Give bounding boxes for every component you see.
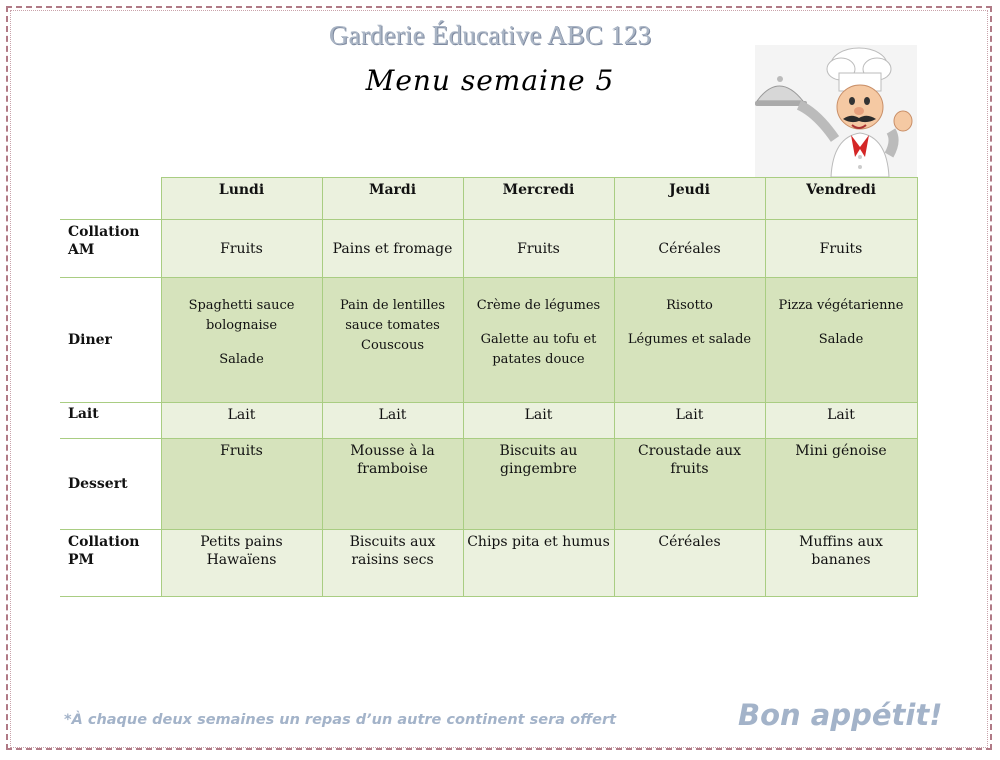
menu-item: Pizza végétarienne bbox=[778, 298, 904, 313]
day-header-mardi: Mardi bbox=[322, 178, 463, 220]
menu-item: Fruits bbox=[220, 443, 263, 459]
row-label: Collation bbox=[68, 224, 140, 240]
table-row bbox=[60, 530, 917, 597]
table-cell bbox=[161, 439, 322, 530]
menu-item: gingembre bbox=[500, 461, 577, 477]
menu-item: sauce tomates bbox=[345, 318, 440, 333]
menu-item: Lait bbox=[524, 407, 553, 423]
menu-item: Salade bbox=[219, 352, 264, 367]
menu-item: Salade bbox=[818, 332, 864, 347]
menu-item: Fruits bbox=[220, 240, 263, 257]
table-cell bbox=[614, 439, 765, 530]
table-row bbox=[60, 403, 917, 439]
table-cell bbox=[161, 403, 322, 439]
table-cell bbox=[765, 220, 917, 278]
menu-item: framboise bbox=[357, 461, 428, 477]
day-header-jeudi: Jeudi bbox=[614, 178, 765, 220]
table-cell bbox=[161, 530, 322, 597]
menu-item: Céréales bbox=[658, 534, 721, 550]
menu-item: Hawaïens bbox=[206, 552, 277, 568]
row-label: PM bbox=[68, 552, 95, 568]
table-cell bbox=[463, 439, 614, 530]
footnote: *À chaque deux semaines un repas d’un autre continent sera offert bbox=[64, 712, 617, 728]
table-cell bbox=[614, 530, 765, 597]
menu-item: Pain de lentilles bbox=[339, 298, 445, 313]
menu-item: Pains et fromage bbox=[332, 240, 453, 257]
bon-appetit-text: Bon appétit! bbox=[738, 698, 943, 732]
menu-item: Fruits bbox=[517, 240, 560, 257]
table-cell bbox=[463, 278, 614, 403]
table-cell bbox=[463, 220, 614, 278]
row-label: AM bbox=[68, 242, 95, 258]
table-cell bbox=[614, 220, 765, 278]
row-label: Collation bbox=[68, 534, 140, 550]
day-header-lundi: Lundi bbox=[161, 178, 322, 220]
menu-item: Légumes et salade bbox=[627, 332, 752, 347]
menu-item: Muffins aux bbox=[799, 534, 883, 550]
menu-item: Fruits bbox=[819, 240, 863, 257]
table-row bbox=[60, 278, 917, 403]
menu-item: raisins secs bbox=[351, 552, 434, 568]
menu-item: Galette au tofu et bbox=[480, 332, 597, 347]
menu-item: Lait bbox=[227, 407, 256, 423]
menu-item: Spaghetti sauce bbox=[188, 298, 295, 313]
menu-title: Menu semaine 5 bbox=[365, 64, 615, 97]
menu-item: Petits pains bbox=[200, 534, 283, 550]
menu-item: Chips pita et humus bbox=[467, 534, 610, 550]
table-cell bbox=[161, 278, 322, 403]
table-cell bbox=[765, 278, 917, 403]
menu-item: Lait bbox=[827, 407, 855, 423]
menu-item: Mousse à la bbox=[350, 443, 435, 459]
menu-item: Croustade aux bbox=[638, 443, 741, 459]
menu-table bbox=[60, 177, 918, 597]
table-cell bbox=[161, 220, 322, 278]
table-row bbox=[60, 439, 917, 530]
row-header-collation-am bbox=[60, 220, 161, 278]
table-cell bbox=[614, 403, 765, 439]
table-cell bbox=[765, 439, 917, 530]
table-cell bbox=[322, 530, 463, 597]
table-cell bbox=[765, 403, 917, 439]
menu-item: bananes bbox=[811, 552, 871, 568]
table-corner bbox=[60, 178, 161, 220]
table-cell bbox=[322, 220, 463, 278]
table-cell bbox=[322, 439, 463, 530]
menu-item: Céréales bbox=[658, 240, 721, 257]
menu-item: Risotto bbox=[666, 298, 713, 313]
menu-item: Mini génoise bbox=[795, 443, 887, 459]
table-cell bbox=[463, 530, 614, 597]
row-header-collation-pm bbox=[60, 530, 161, 597]
menu-item: fruits bbox=[670, 461, 709, 477]
menu-item: Lait bbox=[378, 407, 407, 423]
table-cell bbox=[463, 403, 614, 439]
table-cell bbox=[322, 278, 463, 403]
row-header-lait: Lait bbox=[60, 403, 161, 439]
organization-title: Garderie Éducative ABC 123 bbox=[328, 20, 652, 50]
day-header-mercredi: Mercredi bbox=[463, 178, 614, 220]
table-cell bbox=[765, 530, 917, 597]
table-cell bbox=[614, 278, 765, 403]
menu-item: Crème de légumes bbox=[476, 298, 601, 313]
row-header-dessert: Dessert bbox=[60, 439, 161, 530]
table-row bbox=[60, 220, 917, 278]
menu-item: bolognaise bbox=[205, 318, 278, 333]
menu-item: Biscuits aux bbox=[349, 534, 436, 550]
menu-item: Couscous bbox=[361, 338, 424, 353]
menu-item: Biscuits au bbox=[499, 443, 578, 459]
table-cell bbox=[322, 403, 463, 439]
menu-item: patates douce bbox=[492, 352, 585, 367]
menu-item: Lait bbox=[675, 407, 704, 423]
chef-icon bbox=[755, 45, 917, 177]
day-header-vendredi: Vendredi bbox=[765, 178, 917, 220]
row-header-diner: Diner bbox=[60, 278, 161, 403]
